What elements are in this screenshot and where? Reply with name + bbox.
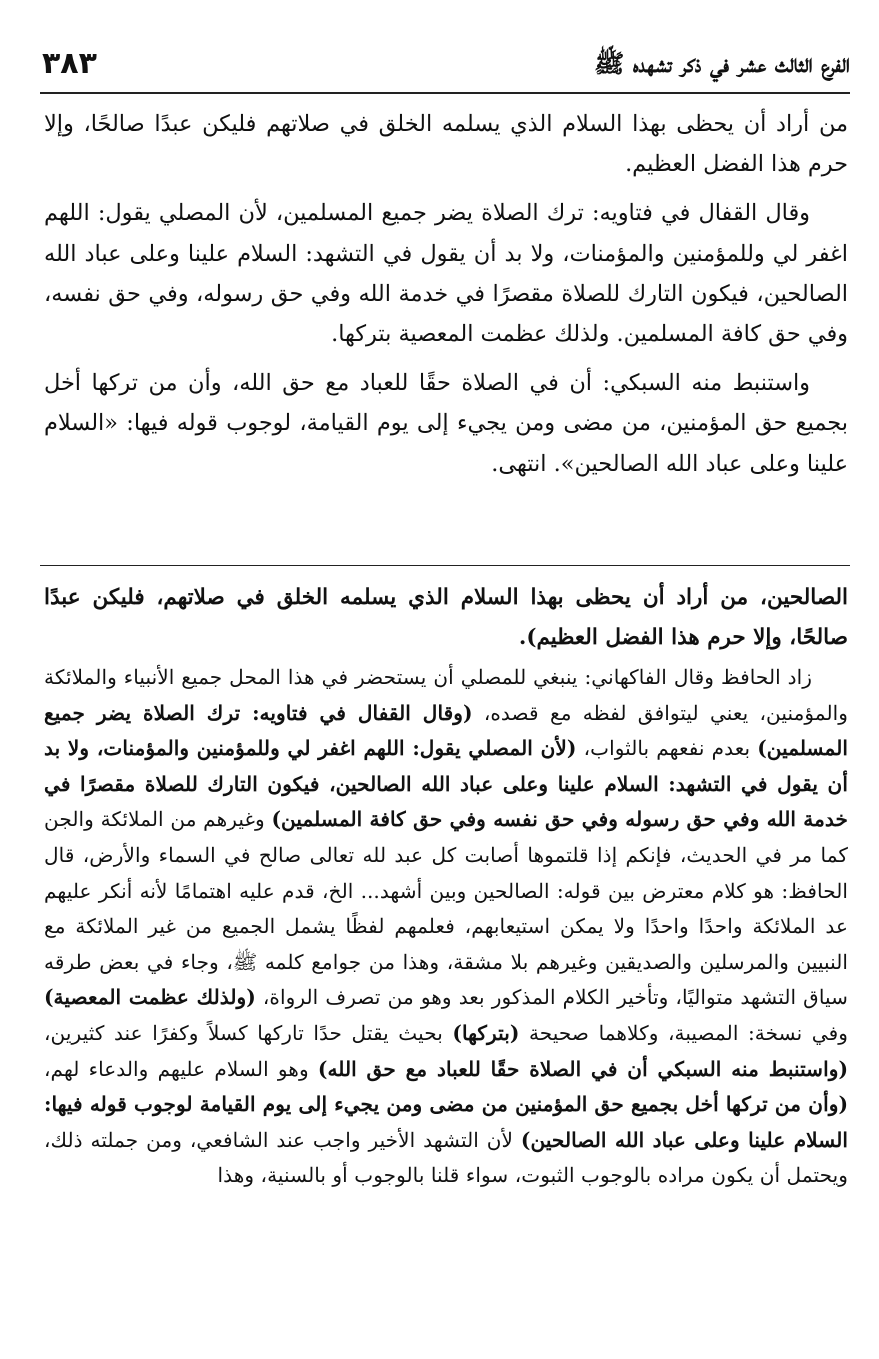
commentary-lead: الصالحين، من أراد أن يحظى بهذا السلام الذي يسلمه الخلق في صلاتهم، فليكن عبدًا صالحًا، وإلا حرم هذا الفضل العظيم). [44, 585, 848, 650]
header-rule [40, 92, 850, 94]
commentary-quote: (واستنبط منه السبكي أن في الصلاة حقًا للعباد مع حق الله) [317, 1056, 848, 1081]
commentary-segment: وهو السلام عليهم والدعاء لهم، [44, 1056, 318, 1081]
commentary-quote: (بتركها) [452, 1020, 520, 1045]
main-paragraph-1: من أراد أن يحظى بهذا السلام الذي يسلمه الخلق في صلاتهم فليكن عبدًا صالحًا، وإلا حرم هذا الفضل العظيم. [44, 111, 848, 178]
commentary-segment: زاد الحافظ وقال الفاكهاني: ينبغي للمصلي أن يستحضر في هذا المحل جميع الأنبياء والملائكة والمؤمنين، يعني ليتوافق لفظه مع قصده، [44, 665, 848, 725]
commentary-quote: (وقال القفال في فتاويه: ترك الصلاة يضر جميع المسلمين) [44, 700, 848, 761]
commentary-quote: (لأن المصلي يقول: اللهم اغفر لي وللمؤمنين والمؤمنات، ولا بد أن يقول في التشهد: السلام علينا وعلى عباد الله الصالحين، فيكون التارك للصلاة مقصرًا في خدمة الله وفي حق رسوله وفي حق نفسه وفي حق كافة المسلمين) [44, 736, 848, 832]
commentary-segment: وغيرهم من الملائكة والجن كما مر في الحديث، فإنكم إذا قلتموها أصابت كل عبد لله تعالى صالح في السماء والأرض، قال الحافظ: هو كلام معترض بين قوله: الصالحين وبين أشهد... الخ، قدم عليه اهتمامًا لأنه أنكر عليهم عد الملائكة واحدًا واحدًا ولا يمكن استيعابهم، فعلمهم لفظًا يشمل الجميع من غير الملائكة مع النبيين والمرسلين والصديقين وغيرهم بلا مشقة، وهذا من جوامع كلمه ﷺ، وجاء في بعض طرقه سياق التشهد متواليًا، وتأخير الكلام المذكور بعد وهو من تصرف الرواة، [44, 807, 849, 1010]
commentary-segment: بعدم نفعهم بالثواب، [576, 736, 758, 761]
main-paragraph-3: واستنبط منه السبكي: أن في الصلاة حقًا للعباد مع حق الله، وأن من تركها أخل بجميع حق المؤمنين، من مضى ومن يجيء إلى يوم القيامة، لوجوب قوله فيها: «السلام علينا وعلى عباد الله الصالحين». انتهى. [44, 370, 848, 477]
running-title: الفرع الثالث عشر في ذكر تشهده ﷺ [594, 49, 850, 78]
main-text [44, 104, 848, 493]
commentary-paragraph [44, 660, 848, 1194]
commentary-text [44, 578, 848, 1194]
page-number: ٣٨٣ [42, 46, 97, 81]
commentary-quote: (ولذلك عظمت المعصية) [44, 985, 256, 1010]
commentary-divider [40, 565, 850, 566]
main-paragraph-2: وقال القفال في فتاويه: ترك الصلاة يضر جميع المسلمين، لأن المصلي يقول: اللهم اغفر لي وللمؤمنين والمؤمنات، ولا بد أن يقول في التشهد: السلام علينا وعلى عباد الله الصالحين، فيكون التارك للصلاة مقصرًا في خدمة الله وفي حق رسوله، وفي حق نفسه، وفي حق كافة المسلمين. ولذلك عظمت المعصية بتركها. [44, 200, 848, 348]
commentary-segment: وفي نسخة: المصيبة، وكلاهما صحيحة [519, 1020, 848, 1045]
commentary-segment: بحيث يقتل حدًا تاركها كسلاً وكفرًا عند كثيرين، [44, 1020, 453, 1045]
page-header [40, 40, 850, 90]
commentary-quote: (وأن من تركها أخل بجميع حق المؤمنين من مضى ومن يجيء إلى يوم القيامة لوجوب قوله فيها: السلام علينا وعلى عباد الله الصالحين) [44, 1092, 849, 1152]
commentary-segment: لأن التشهد الأخير واجب عند الشافعي، ومن جملته ذلك، ويحتمل أن يكون مراده بالوجوب الثبوت، سواء قلنا بالوجوب أو بالسنية، وهذا [44, 1127, 848, 1188]
